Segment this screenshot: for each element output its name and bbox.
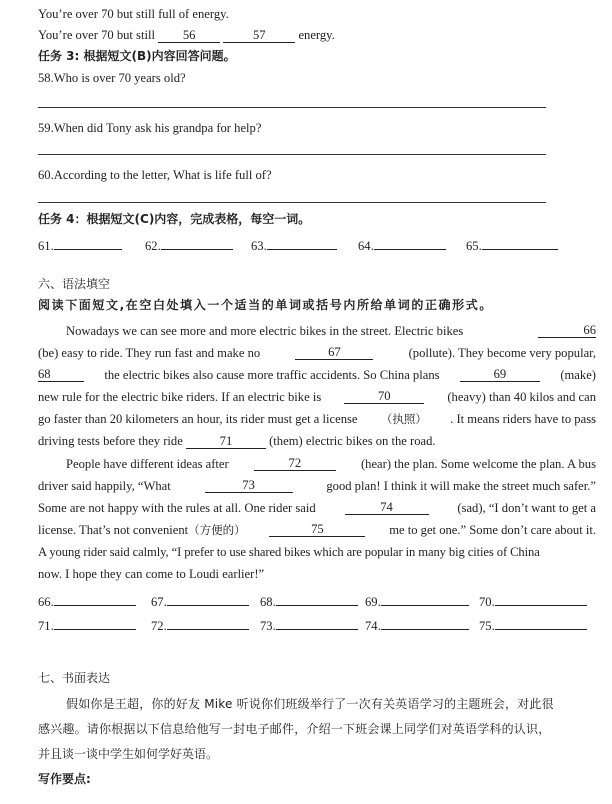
answer-blank-73[interactable] — [276, 615, 358, 630]
answer-blank-74[interactable] — [381, 615, 469, 630]
answer-blank-69[interactable] — [381, 591, 469, 606]
answer-blank-75[interactable] — [495, 615, 587, 630]
label-64: 64. — [358, 239, 374, 253]
p1-line1: Nowadays we can see more and more electric bikes in the street. Electric bikes 66 — [66, 323, 596, 338]
blank-71[interactable]: 71 — [186, 434, 266, 449]
blank-70[interactable]: 70 — [344, 389, 424, 404]
sentence-energy: You’re over 70 but still full of energy. — [38, 7, 229, 21]
answer-blank-67[interactable] — [167, 591, 249, 606]
p2-line3: Some are not happy with the rules at all. One rider said 74 (sad), “I don’t want to get a — [38, 500, 596, 515]
label-62: 62. — [145, 239, 161, 253]
answer-line-59[interactable] — [38, 154, 546, 155]
blank-66[interactable]: 66 — [538, 323, 596, 338]
answer-blank-66[interactable] — [54, 591, 136, 606]
p2-line1: People have different ideas after 72 (hear) the plan. Some welcome the plan. A bus — [66, 456, 596, 471]
task3-heading: 任务 3: 根据短文(B)内容回答问题。 — [38, 49, 236, 63]
writing-points-label: 写作要点: — [38, 772, 91, 786]
p2-line6: now. I hope they can come to Loudi earlier!” — [38, 567, 265, 581]
blank-75[interactable]: 75 — [269, 522, 365, 537]
section6-instruction: 阅读下面短文,在空白处填入一个适当的单词或括号内所给单词的正确形式。 — [38, 298, 493, 312]
blank-69[interactable]: 69 — [460, 367, 540, 382]
question-58: 58.Who is over 70 years old? — [38, 71, 186, 85]
blank-56[interactable]: 56 — [158, 28, 220, 43]
blank-65[interactable] — [482, 235, 558, 250]
blank-74[interactable]: 74 — [345, 500, 429, 515]
label-61: 61. — [38, 239, 54, 253]
blank-67[interactable]: 67 — [295, 345, 373, 360]
blank-64[interactable] — [374, 235, 446, 250]
blank-62[interactable] — [161, 235, 233, 250]
blank-73[interactable]: 73 — [205, 478, 293, 493]
task4-blanks — [38, 235, 598, 251]
p1-line6: driving tests before they ride 71 (them) electric bikes on the road. — [38, 434, 436, 448]
answer-row-66-70: 66. 67. 68. 69. 70. — [38, 591, 598, 607]
answer-row-71-75: 71. 72. 73. 74. 75. — [38, 615, 598, 631]
question-59: 59.When did Tony ask his grandpa for help? — [38, 121, 262, 135]
answer-blank-72[interactable] — [167, 615, 249, 630]
section7-line1: 假如你是王超，你的好友 Mike 听说你们班级举行了一次有关英语学习的主题班会，对此很 — [66, 697, 554, 711]
answer-blank-68[interactable] — [276, 591, 358, 606]
answer-line-60[interactable] — [38, 202, 546, 203]
blank-63[interactable] — [267, 235, 337, 250]
p1-line4: new rule for the electric bike riders. If an electric bike is 70 (heavy) than 40 kilos and can — [38, 389, 596, 404]
label-65: 65. — [466, 239, 482, 253]
answer-line-58[interactable] — [38, 107, 546, 108]
answer-blank-70[interactable] — [495, 591, 587, 606]
question-60: 60.According to the letter, What is life full of? — [38, 168, 272, 182]
p1-line3: 68 the electric bikes also cause more traffic accidents. So China plans 69 (make) — [38, 367, 596, 382]
blank-57[interactable]: 57 — [223, 28, 295, 43]
label-63: 63. — [251, 239, 267, 253]
sentence-fill-56-57: You’re over 70 but still 56 57 energy. — [38, 28, 335, 42]
task4-heading: 任务 4：根据短文(C)内容，完成表格，每空一词。 — [38, 212, 311, 226]
blank-72[interactable]: 72 — [254, 456, 336, 471]
section7-line2: 感兴趣。请你根据以下信息给他写一封电子邮件，介绍一下班会课上同学们对英语学科的认识， — [38, 722, 551, 736]
p1-line5: go faster than 20 kilometers an hour, its rider must get a license （执照） . It means riders have to pass — [38, 412, 596, 426]
blank-68[interactable]: 68 — [38, 367, 84, 382]
blank-61[interactable] — [54, 235, 122, 250]
section7-line3: 并且谈一谈中学生如何学好英语。 — [38, 747, 219, 761]
p2-line4: license. That’s not convenient（方便的） 75 me to get one.” Some don’t care about it. — [38, 522, 596, 537]
section6-title: 六、语法填空 — [38, 277, 111, 291]
answer-blank-71[interactable] — [54, 615, 136, 630]
p1-line2: (be) easy to ride. They run fast and make no 67 (pollute). They become very popular, — [38, 345, 596, 360]
section7-title: 七、书面表达 — [38, 671, 111, 685]
p2-line2: driver said happily, “What 73 good plan! I think it will make the street much safer.” — [38, 478, 596, 493]
p2-line5: A young rider said calmly, “I prefer to use shared bikes which are popular in many big cities of China — [38, 545, 540, 559]
